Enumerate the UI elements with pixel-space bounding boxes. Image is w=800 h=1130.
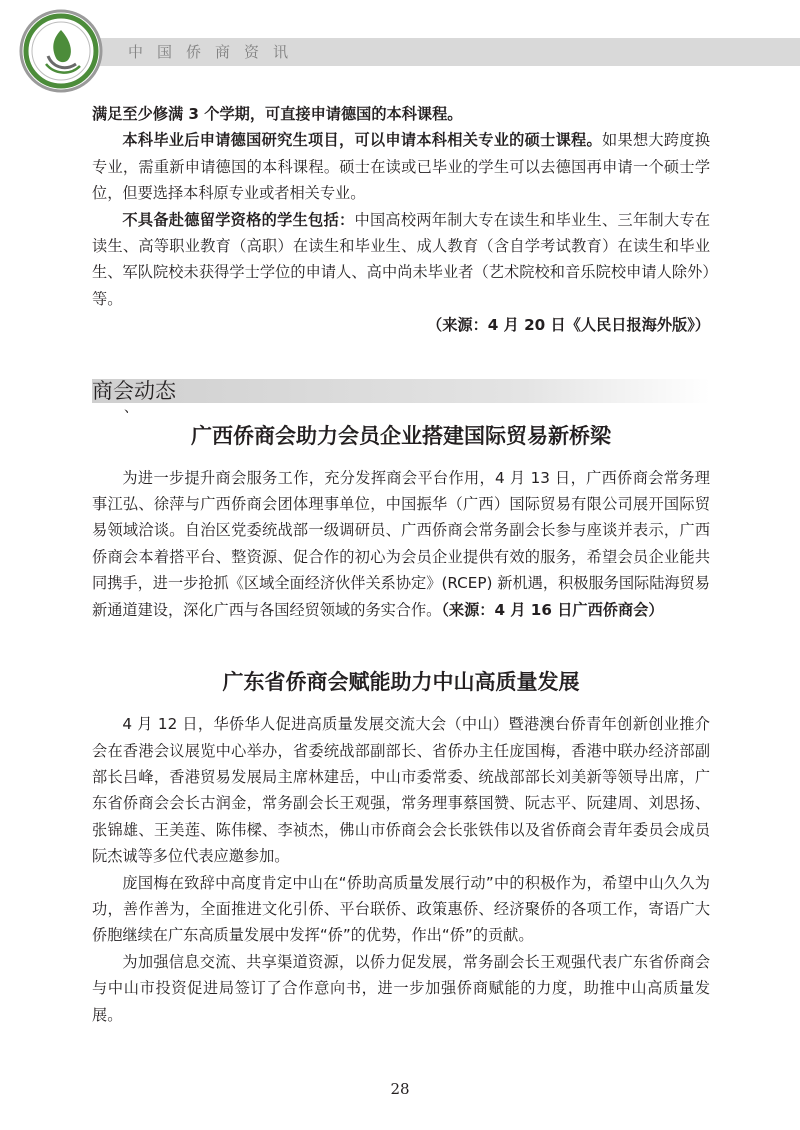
section-heading-label: 商会动态 [92,378,176,403]
running-header-title: 中国侨商资讯 [128,43,303,61]
intro-paragraph-3: 不具备赴德留学资格的学生包括：中国高校两年制大专在读生和毕业生、三年制大专在读生、高等职业教育（高职）在读生和毕业生、成人教育（含自学考试教育）在读生和毕业生、军队院校未获得学士学位的申请人、高中尚未毕业者（艺术院校和音乐院校申请人除外）等。 [92,210,711,308]
page-number: 28 [390,1080,410,1098]
section-heading [92,379,710,415]
article-2-title: 广东省侨商会赋能助力中山高质量发展 [222,670,580,695]
intro-paragraph-2: 本科毕业后申请德国研究生项目，可以申请本科相关专业的硕士课程。如果想大跨度换专业，需重新申请德国的本科课程。硕士在读或已毕业的学生可以去德国再申请一个硕士学位，但要选择本科原专业或者相关专业。 [92,131,711,203]
article-1-source: （来源：4 月 16 日广西侨商会） [441,600,664,619]
article-1-body: 为进一步提升商会服务工作，充分发挥商会平台作用，4 月 13 日，广西侨商会常务理事江弘、徐萍与广西侨商会团体理事单位，中国振华（广西）国际贸易有限公司展开国际贸易领域洽谈。自治区党委统战部一级调研员、广西侨商会常务副会长参与座谈并表示，广西侨商会本着搭平台、整资源、促合作的初心为会员企业提供有效的服务，希望会员企业能共同携手，进一步抢抓《区域全面经济伙伴关系协定》(RCEP) 新机遇，积极服务国际陆海贸易新通道建设，深化广西与各国经贸领域的务实合作。（来源：4 月 16 日广西侨商会） [92,468,710,619]
intro-source: （来源：4 月 20 日《人民日报海外版》） [427,316,710,335]
intro-paragraph-1: 满足至少修满 3 个学期，可直接申请德国的本科课程。 [92,105,463,123]
article-2-paragraph-3: 为加强信息交流、共享渠道资源，以侨力促发展，常务副会长王观强代表广东省侨商会与中山市投资促进局签订了合作意向书，进一步加强侨商赋能的力度，助推中山高质量发展。 [92,952,710,1024]
association-logo-icon [18,8,104,94]
article-2-paragraph-2: 庞国梅在致辞中高度肯定中山在“侨助高质量发展行动”中的积极作为，希望中山久久为功，善作善为，全面推进文化引侨、平台联侨、政策惠侨、经济聚侨的各项工作，寄语广大侨胞继续在广东高质量发展中发挥“侨”的优势，作出“侨”的贡献。 [92,873,710,945]
article-2-paragraph-1: 4 月 12 日，华侨华人促进高质量发展交流大会（中山）暨港澳台侨青年创新创业推介会在香港会议展览中心举办，省委统战部副部长、省侨办主任庞国梅，香港中联办经济部副部长吕峰，香港贸易发展局主席林建岳，中山市委常委、统战部部长刘美新等领导出席，广东省侨商会会长古润金，常务副会长王观强，常务理事蔡国赞、阮志平、阮建周、刘思扬、张锦雄、王美莲、陈伟樑、李祯杰，佛山市侨商会会长张铁伟以及省侨商会青年委员会成员阮杰诚等多位代表应邀参加。 [92,715,710,866]
page-content [92,101,710,1028]
article-1-title: 广西侨商会助力会员企业搭建国际贸易新桥梁 [191,423,611,448]
section-heading-mark: 、 [124,399,138,416]
section-heading-bar [92,379,710,403]
